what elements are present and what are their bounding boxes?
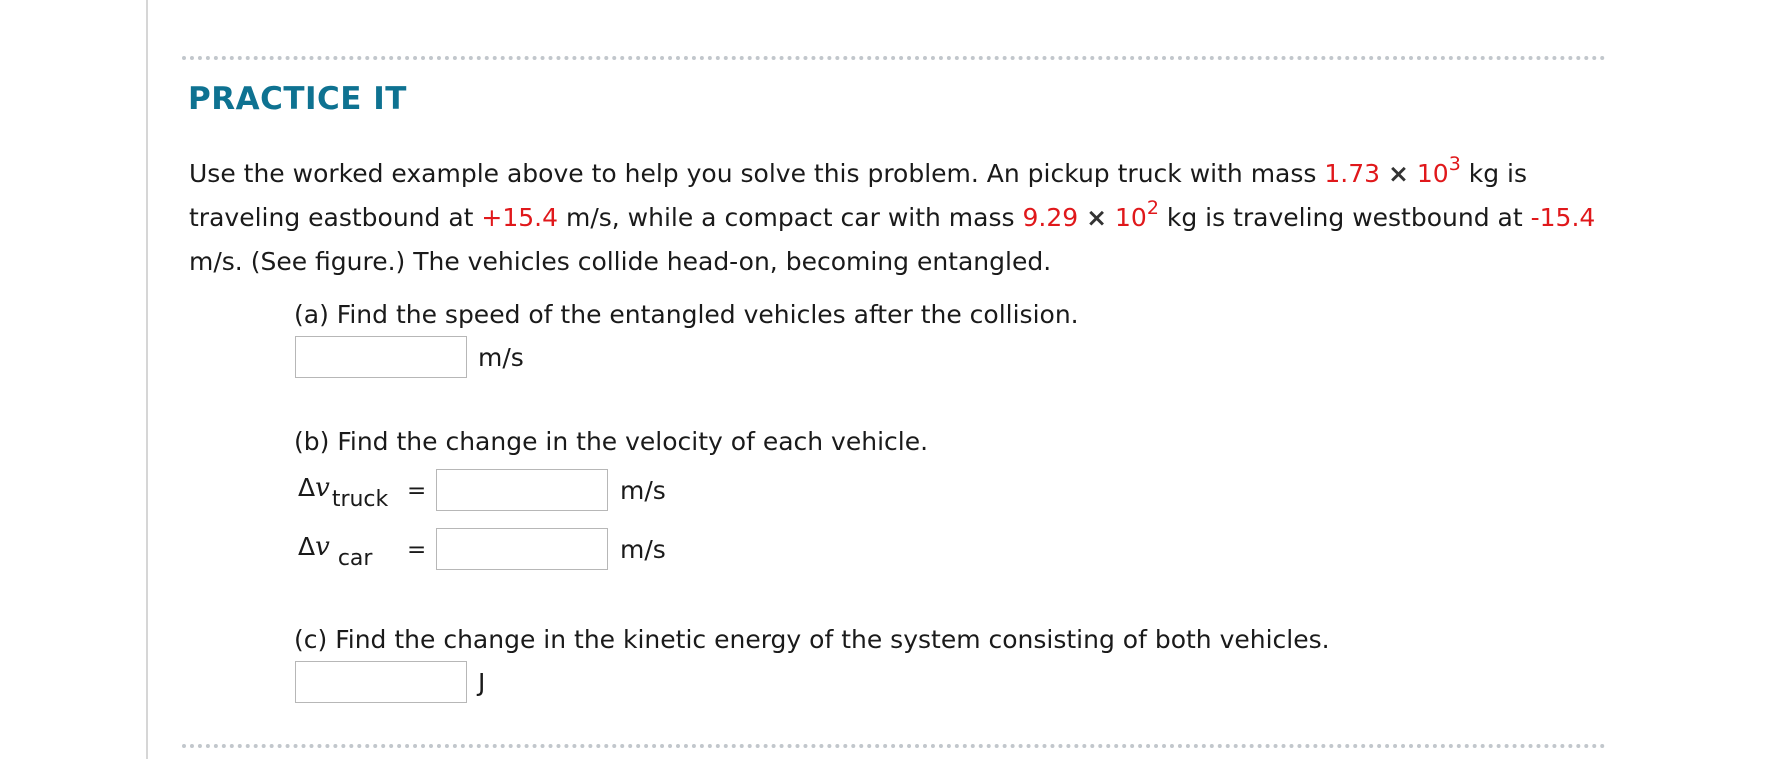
car-mass-exponent bbox=[1115, 196, 1159, 232]
part-a-unit: m/s bbox=[478, 343, 524, 372]
equals-sign-car: = bbox=[407, 537, 427, 563]
velocity-symbol: v bbox=[315, 473, 330, 503]
part-c-question: (c) Find the change in the kinetic energy of the system consisting of both vehicles. bbox=[294, 625, 1330, 654]
part-a-speed-input[interactable] bbox=[295, 336, 467, 378]
problem-mid-text-2: kg is traveling westbound at bbox=[1158, 203, 1531, 232]
car-subscript: car bbox=[337, 546, 373, 571]
delta-v-car-unit: m/s bbox=[620, 535, 666, 564]
delta-symbol: Δ bbox=[298, 473, 316, 502]
bottom-dotted-divider bbox=[182, 744, 1606, 748]
times-symbol-2: × bbox=[1086, 203, 1108, 232]
section-title: PRACTICE IT bbox=[188, 81, 407, 117]
truck-mass-mantissa: 1.73 bbox=[1324, 159, 1381, 188]
left-border-divider bbox=[146, 0, 148, 759]
delta-v-car-label bbox=[298, 532, 373, 571]
delta-v-truck-input[interactable] bbox=[436, 469, 608, 511]
delta-v-truck-label bbox=[298, 473, 389, 512]
part-c-kinetic-energy-input[interactable] bbox=[295, 661, 467, 703]
problem-mid-text: m/s, while a compact car with mass bbox=[558, 203, 1023, 232]
truck-velocity: +15.4 bbox=[481, 203, 559, 232]
car-mass-mantissa: 9.29 bbox=[1022, 203, 1079, 232]
delta-v-truck-unit: m/s bbox=[620, 476, 666, 505]
velocity-symbol-car: v bbox=[315, 532, 330, 562]
delta-v-car-input[interactable] bbox=[436, 528, 608, 570]
car-mass-power: 2 bbox=[1146, 196, 1159, 219]
truck-mass-power: 3 bbox=[1448, 152, 1461, 175]
truck-mass-unit-text: kg is traveling eastbound at bbox=[189, 159, 1528, 232]
car-velocity: -15.4 bbox=[1530, 203, 1596, 232]
problem-statement bbox=[189, 152, 1609, 284]
delta-symbol-car: Δ bbox=[298, 532, 316, 561]
times-symbol: × bbox=[1388, 159, 1409, 188]
top-dotted-divider bbox=[182, 56, 1606, 60]
truck-mass-exponent bbox=[1416, 152, 1461, 188]
car-mass-base: 10 bbox=[1115, 203, 1147, 232]
truck-mass-base: 10 bbox=[1416, 159, 1449, 188]
equals-sign-truck: = bbox=[407, 478, 427, 504]
truck-subscript: truck bbox=[331, 487, 389, 512]
problem-intro: Use the worked example above to help you solve this problem. An pickup truck with mass bbox=[189, 159, 1325, 188]
part-b-question: (b) Find the change in the velocity of each vehicle. bbox=[294, 427, 929, 456]
part-a-question: (a) Find the speed of the entangled vehicles after the collision. bbox=[294, 300, 1079, 329]
part-c-unit: J bbox=[478, 668, 486, 697]
problem-end-text: m/s. (See figure.) The vehicles collide head-on, becoming entangled. bbox=[189, 247, 1052, 276]
